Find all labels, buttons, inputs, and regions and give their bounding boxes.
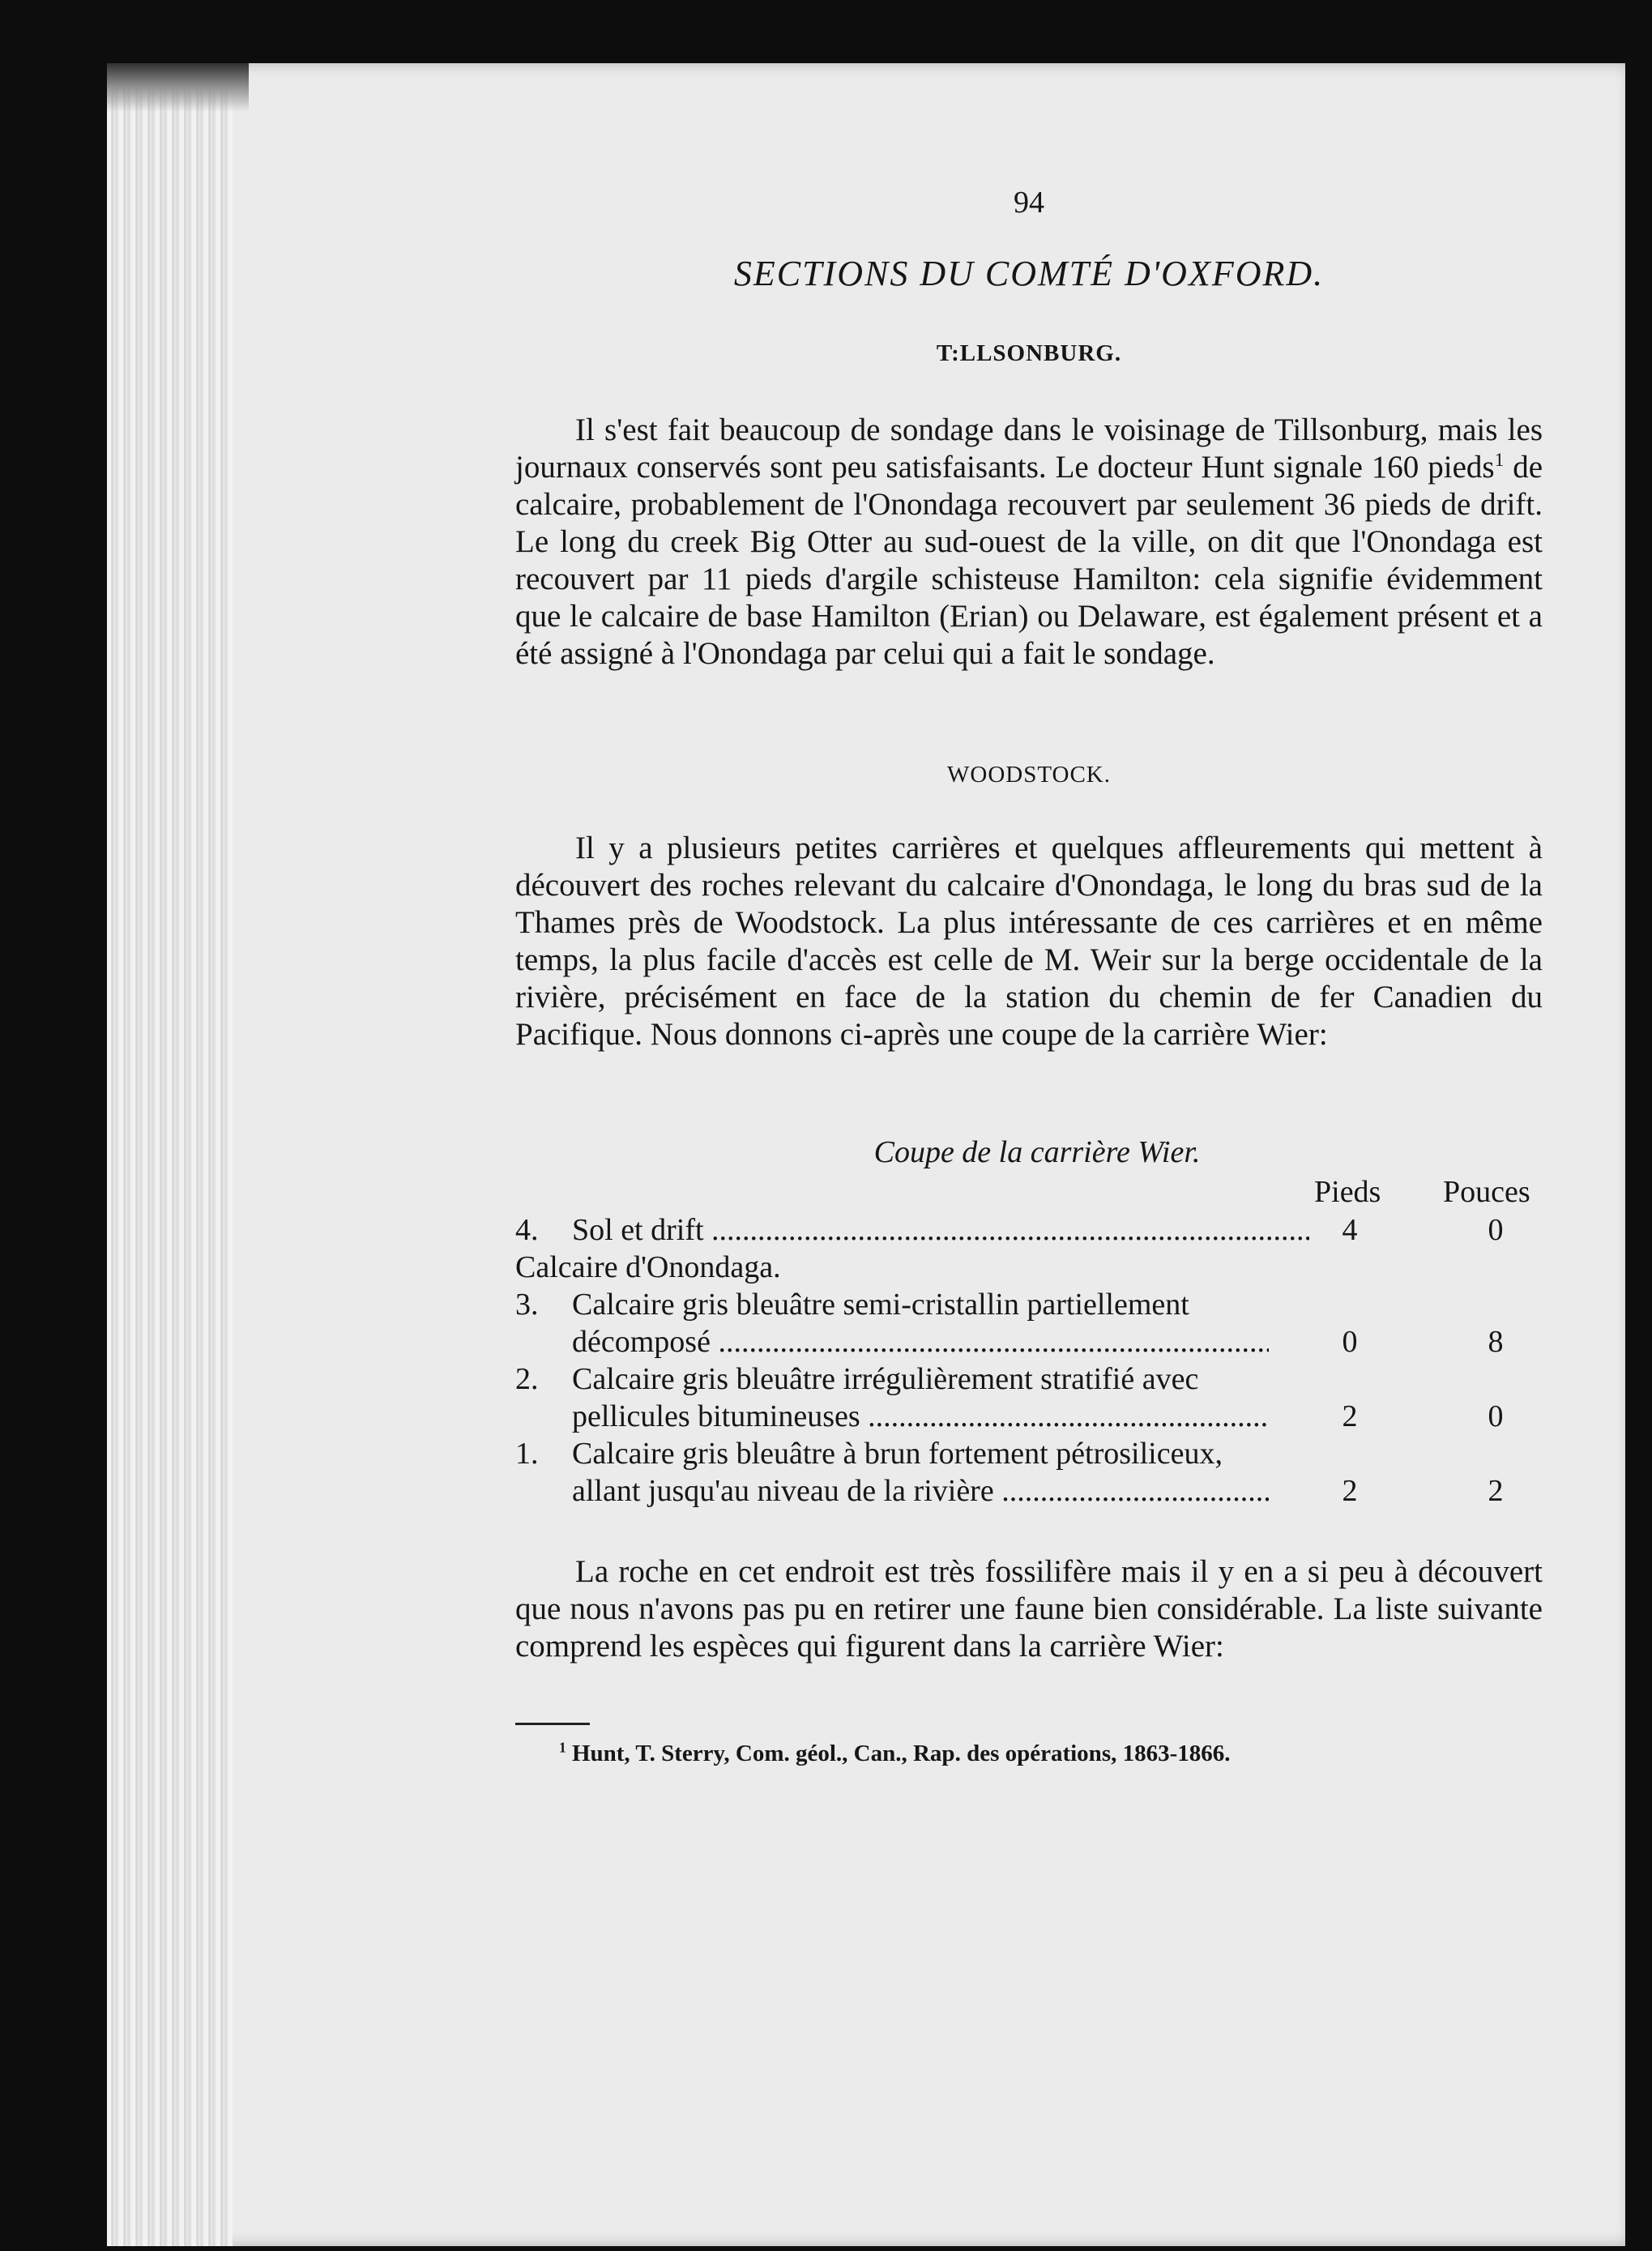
stratum-description: 1. Calcaire gris bleuâtre à brun fortement pétrosiliceux, — [515, 1437, 1223, 1471]
gutter-shadow — [107, 63, 249, 112]
table-row-continuation — [515, 1398, 1543, 1435]
table-row-continuation — [515, 1323, 1543, 1360]
column-header-inches: Pouces — [1443, 1175, 1530, 1209]
book-gutter — [107, 63, 233, 2246]
stratum-feet: 4 — [1342, 1213, 1358, 1247]
footnote-rule — [515, 1723, 590, 1725]
column-header-feet: Pieds — [1314, 1175, 1381, 1209]
stratum-description: 4. Sol et drift ..... — [515, 1211, 1309, 1249]
table-column-headers — [515, 1174, 1543, 1211]
stratum-inches: 0 — [1488, 1213, 1504, 1247]
stratum-description-continued: décomposé ..... — [572, 1323, 1269, 1360]
footnote — [559, 1741, 1531, 1767]
section-heading-tillsonburg: T:LLSONBURG. — [936, 340, 1122, 366]
stratum-feet: 0 — [1342, 1325, 1358, 1359]
stratum-description: 2. Calcaire gris bleuâtre irrégulièrement stratifié avec — [515, 1362, 1199, 1396]
stratum-inches: 0 — [1488, 1399, 1504, 1433]
stratum-description: 3. Calcaire gris bleuâtre semi-cristallin partiellement — [515, 1288, 1189, 1322]
paragraph-text-continued: de calcaire, probablement de l'Onondaga recouvert par seulement 36 pieds de drift. Le long du creek Big Otter au sud-ouest de la ville, on dit que l'Onondaga est recouvert par 11 pieds d'argile schisteuse Hamilton: cela signifie évidemment que le calcaire de base Hamilton (Erian) ou Delaware, est également présent et a été assigné à l'Onondaga par celui qui a fait le sondage. — [515, 450, 1543, 671]
stratum-description-continued: allant jusqu'au niveau de la rivière ..... — [572, 1472, 1269, 1510]
table-caption: Coupe de la carrière Wier. — [873, 1135, 1201, 1169]
stratum-inches: 8 — [1488, 1325, 1504, 1359]
table-row-continuation — [515, 1472, 1543, 1510]
stratum-description-continued: pellicules bitumineuses ..... — [572, 1398, 1269, 1435]
paragraph-woodstock: Il y a plusieurs petites carrières et quelques affleurements qui mettent à découvert des roches relevant du calcaire d'Onondaga, le long du bras sud de la Thames près de Woodstock. La plus intéressante de ces carrières et en même temps, la plus facile d'accès est celle de M. Weir sur la berge occidentale de la rivière, précisément en face de la station du chemin de fer Canadien du Pacifique. Nous donnons ci-après une coupe de la carrière Wier: — [515, 831, 1543, 1052]
table-row — [515, 1360, 1543, 1398]
quarry-section-table — [515, 1211, 1543, 1510]
footnote-reference: 1 — [1494, 450, 1505, 471]
chapter-title: SECTIONS DU COMTÉ D'OXFORD. — [733, 254, 1325, 293]
stratum-feet: 2 — [1342, 1399, 1358, 1433]
stratum-feet: 2 — [1342, 1474, 1358, 1508]
paragraph-text: Il s'est fait beaucoup de sondage dans le voisinage de Tillsonburg, mais les journaux conservés sont peu satisfaisants. Le docteur Hunt signale 160 pieds — [515, 412, 1543, 485]
table-row — [515, 1435, 1543, 1472]
page-number: 94 — [1014, 186, 1044, 220]
table-row — [515, 1286, 1543, 1323]
paragraph-closing: La roche en cet endroit est très fossilifère mais il y en a si peu à découvert que nous n'avons pas pu en retirer une faune bien considérable. La liste suivante comprend les espèces qui figurent dans la carrière Wier: — [515, 1554, 1543, 1664]
formation-heading: Calcaire d'Onondaga. — [515, 1250, 781, 1284]
section-heading-woodstock: WOODSTOCK. — [947, 762, 1111, 788]
footnote-marker: 1 — [559, 1739, 566, 1756]
footnote-text: Hunt, T. Sterry, Com. géol., Can., Rap. des opérations, 1863-1866. — [566, 1741, 1231, 1766]
table-row — [515, 1211, 1543, 1249]
paragraph-tillsonburg — [515, 412, 1543, 673]
table-row-group-heading — [515, 1249, 1543, 1286]
stratum-inches: 2 — [1488, 1474, 1504, 1508]
